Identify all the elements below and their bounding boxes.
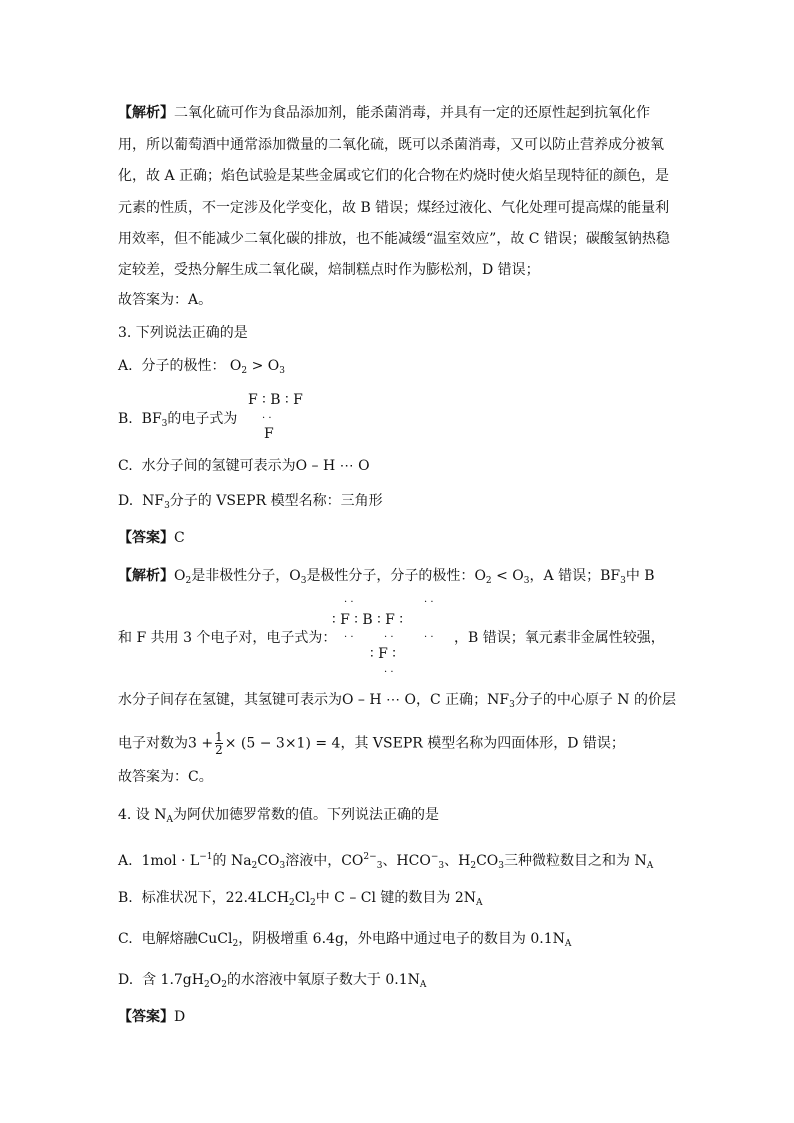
lewis-dots-f1-top: · · [344,597,354,608]
bf3-lewis-dots: · · [262,413,272,424]
lewis-dots-f1-bottom: · · [344,632,354,643]
q4-option-a: A. $1mol \cdot L^{-1}$的 $Na_2CO_3$溶液中，$CO^{2-}_3$、$HCO^-_3$、$H_2CO_3$三种微粒数目之和为 $N_A$ [118,852,654,871]
q3-option-a: A. 分子的极性： $O_2 > O_3$ [118,358,285,376]
q4-option-d: D. 含 $1.7gH_2O_2$的水溶液中氧原子数大于 $0.1N_A$ [118,972,427,990]
analysis-tag: 【解析】 [118,105,174,121]
analysis2-line4: 元素的性质，不一定涉及化学变化，故 B 错误；煤经过液化、气化处理可提高煤的能量利 [118,200,670,216]
analysis2-line3: 化，故 A 正确；焰色试验是某些金属或它们的化合物在灼烧时使火焰呈现特征的颜色，是 [118,168,670,184]
q3-stem: 3. 下列说法正确的是 [118,325,248,341]
q3-option-d: D. $NF_3$分子的 VSEPR 模型名称：三角形 [118,493,383,511]
bf3-lewis-full-bottom: ∶ F ∶ [370,646,396,662]
q3-option-c: C. 水分子间的氢键可表示为O – H ⋯ O [118,458,370,474]
q3-option-b: B. $BF_3$的电子式为 [118,411,238,429]
q3-answer: 【答案】C [118,530,185,546]
q3-analysis-line3: 水分子间存在氢键，其氢键可表示为O – H ⋯ O，C 正确；$NF_3$分子的中心原子 N 的价层 [118,692,676,710]
q3-analysis-line2: 和 F 共用 3 个电子对，电子式为： [118,630,337,646]
q4-answer: 【答案】D [118,1009,186,1025]
q4-stem: 4. 设 $N_A$为阿伏加德罗常数的值。下列说法正确的是 [118,807,440,825]
q3-analysis-line4: 电子对数为3 + $\frac{1}{2}$ × (5 − 3×1) = 4，其 VSEPR 模型名称为四面体形，D 错误； [118,730,625,757]
analysis2-line2: 用，所以葡萄酒中通常添加微量的二氧化硫，既可以杀菌消毒，又可以防止营养成分被氧 [118,137,664,153]
q4-option-b: B. 标准状况下，$22.4LCH_2Cl_2$中 C – Cl 键的数目为 $2N_A$ [118,890,483,908]
analysis2-answer: 故答案为：A。 [118,292,213,308]
bf3-lewis-full-row: ∶ F ∶ B ∶ F ∶ [332,612,403,628]
lewis-dots-b-bottom: · · [384,632,394,643]
analysis2-line5: 用效率，但不能减少二氧化碳的排放，也不能减缓“温室效应”，故 C 错误；碳酸氢钠热稳 [118,231,670,247]
lewis-dots-f3-bottom: · · [384,667,394,678]
bf3-lewis-bottom: F [264,426,274,442]
bf3-lewis-top: F ∶ B ∶ F [248,392,303,408]
fraction: $\frac{1}{2}$ [215,730,223,757]
analysis2-line1: 【解析】二氧化硫可作为食品添加剂，能杀菌消毒，并具有一定的还原性起到抗氧化作 [118,105,650,121]
q3-analysis-line1: 【解析】$O_2$是非极性分子，$O_3$是极性分子，分子的极性：$O_2 < O_3$，A 错误；$BF_3$中 B [118,568,655,586]
lewis-dots-f2-top: · · [424,597,434,608]
analysis2-line6: 定较差，受热分解生成二氧化碳，焙制糕点时作为膨松剂，D 错误； [118,262,540,278]
lewis-dots-f2-bottom: · · [424,632,434,643]
q4-option-c: C. 电解熔融CuCl$_2$，阴极增重 6.4g，外电路中通过电子的数目为 $0.1N_A$ [118,931,572,949]
q3-analysis-answer: 故答案为：C。 [118,769,213,785]
q3-analysis-line2-tail: ，B 错误；氧元素非金属性较强， [454,630,665,646]
